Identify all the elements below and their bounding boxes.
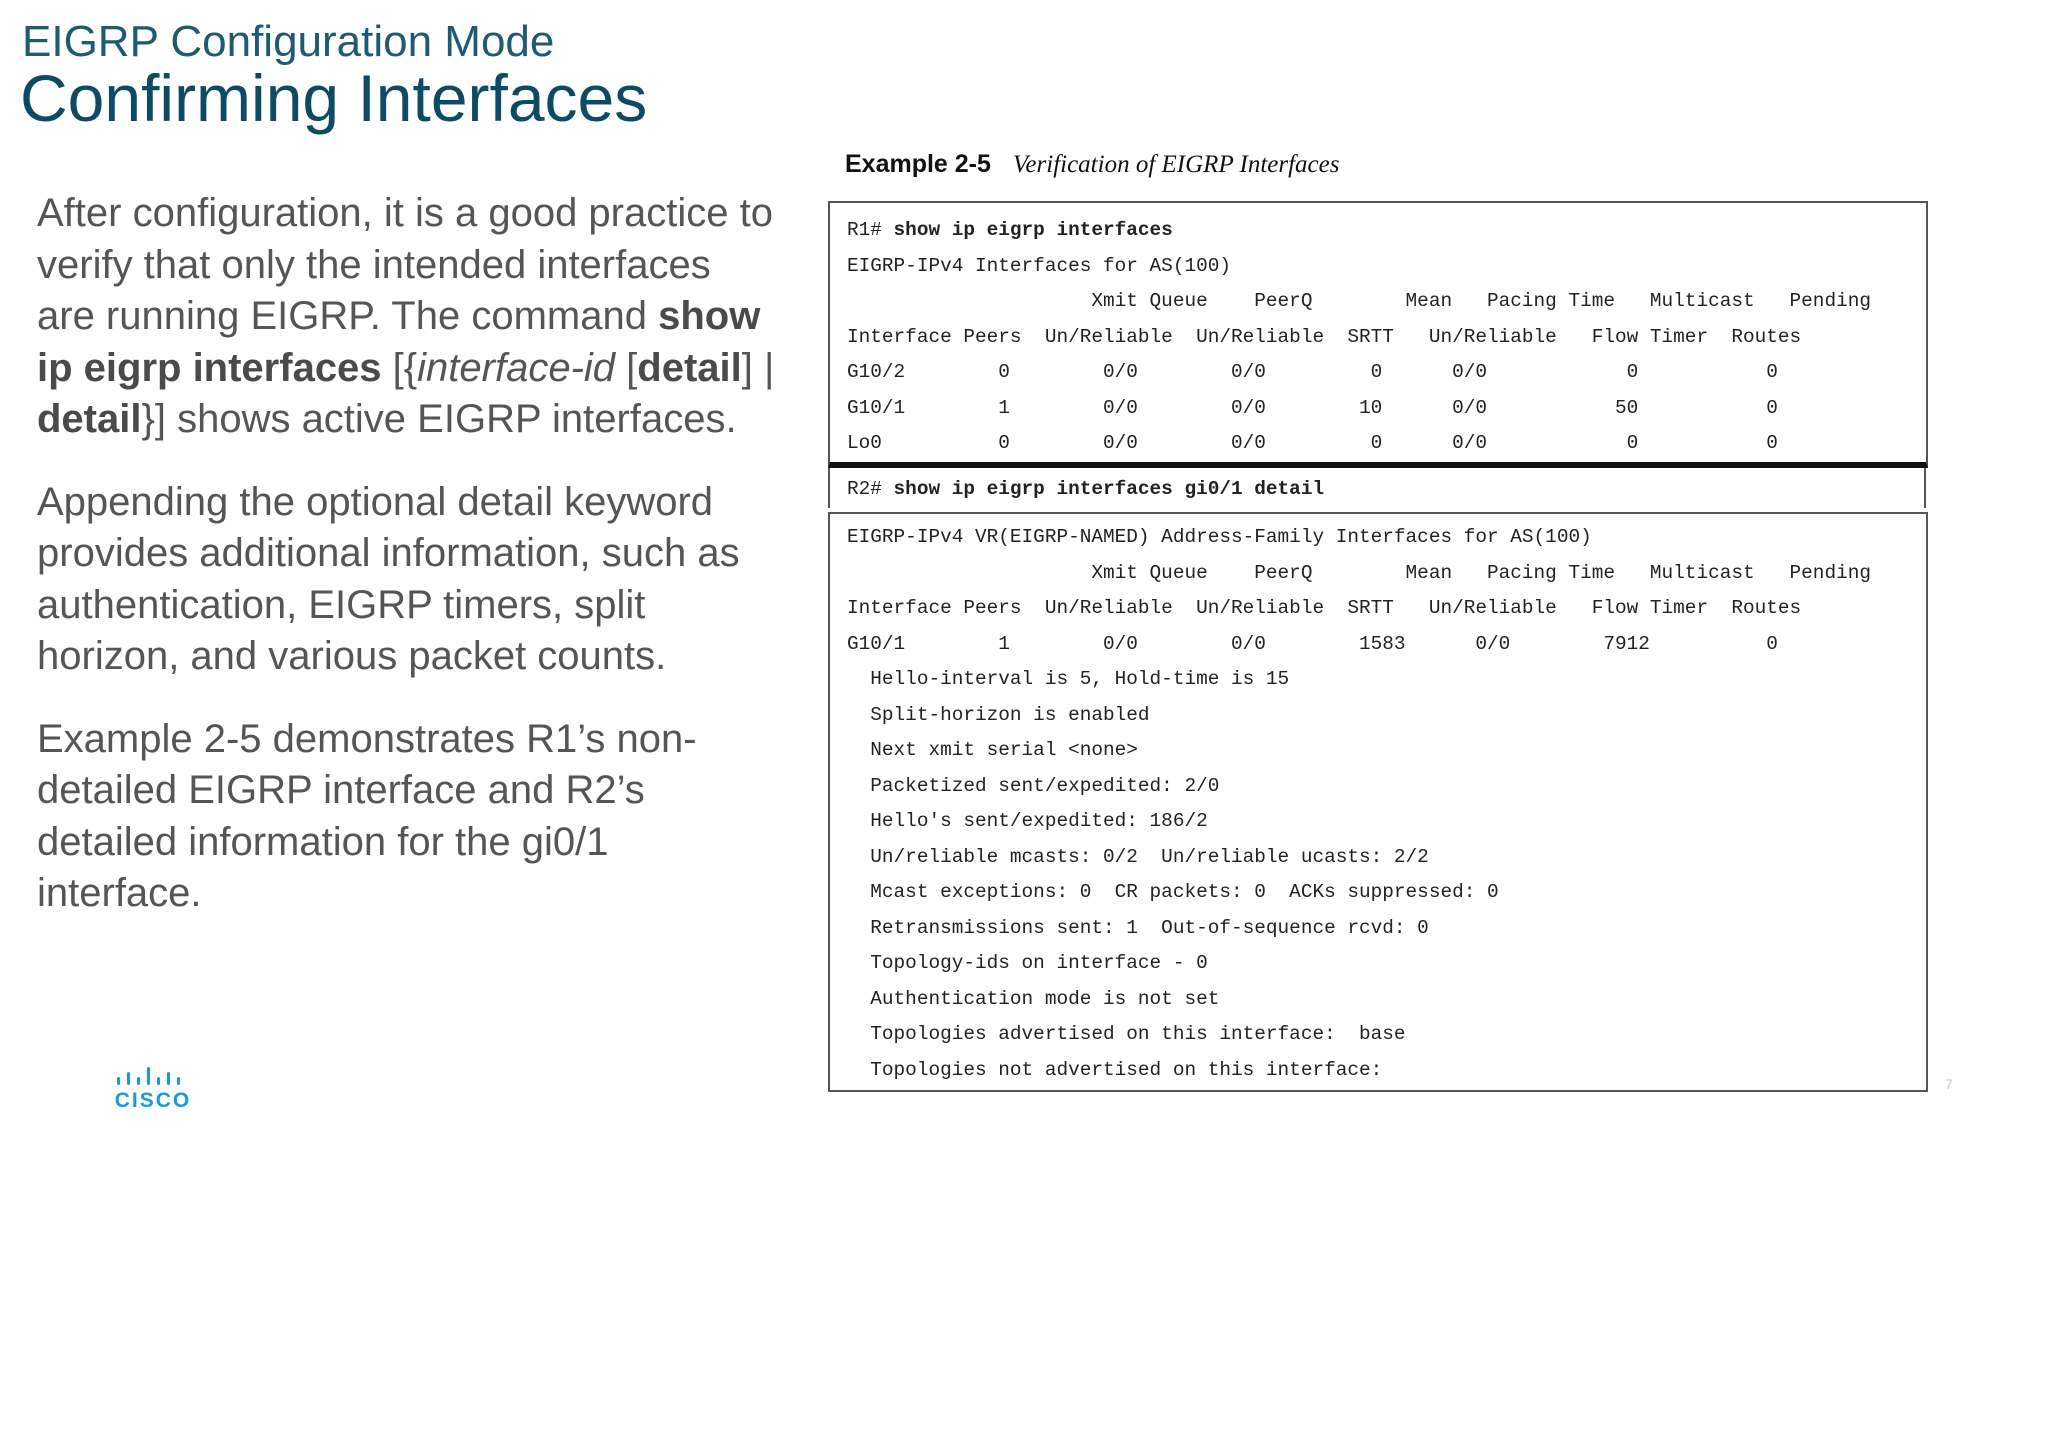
intro-text: After configuration, it is a good practice to verify that only the intended interfaces are running EIGRP. The command [37,191,773,338]
cli-line: Hello-interval is 5, Hold-time is 15 [847,668,1290,690]
cli-line: Authentication mode is not set [847,987,1220,1010]
cli-command-r2 [828,468,1926,508]
syntax-bracket: [{ [381,345,418,390]
cli-line: Topology-ids on interface - 0 [847,952,1208,974]
syntax-argument: interface-id [417,345,616,390]
paragraph-example: Example 2-5 demonstrates R1’s non-detailed EIGRP interface and R2’s detailed information for the gi0/1 interface. [37,716,697,915]
cisco-wordmark: CISCO [114,1089,192,1112]
page-number: 7 [1945,1076,1953,1092]
cli-line: Hello's sent/expedited: 186/2 [847,810,1208,832]
cli-line: G10/1 1 0/0 0/0 1583 0/0 7912 0 [847,632,1778,655]
cli-line: Un/reliable mcasts: 0/2 Un/reliable ucasts: 2/2 [847,845,1429,868]
cli-line: Mcast exceptions: 0 CR packets: 0 ACKs suppressed: 0 [847,881,1499,903]
example-label: Example 2-5 [845,150,991,178]
cli-line: EIGRP-IPv4 Interfaces for AS(100) [847,254,1231,277]
cli-line: Next xmit serial <none> [847,739,1138,761]
paragraph-detail: Appending the optional detail keyword provides additional information, such as authentication, EIGRP timers, split horizon, and various packet counts. [37,479,740,678]
cisco-logo [113,1066,193,1110]
example-caption [845,150,1339,179]
cli-line: Packetized sent/expedited: 2/0 [847,774,1220,797]
cli-line: Split-horizon is enabled [847,703,1150,726]
cisco-bars-icon [113,1066,193,1088]
cli-prompt: R1# [847,219,894,241]
cli-line: Retransmissions sent: 1 Out-of-sequence rcvd: 0 [847,916,1429,939]
cli-line: Xmit Queue PeerQ Mean Pacing Time Multicast Pending [847,290,1871,312]
cli-output-r1 [828,201,1928,468]
body-text [37,188,777,951]
slide-title: Confirming Interfaces [20,61,648,135]
cli-line: Interface Peers Un/Reliable Un/Reliable SRTT Un/Reliable Flow Timer Routes [847,325,1802,348]
example-title: Verification of EIGRP Interfaces [1012,151,1340,178]
cli-command: show ip eigrp interfaces gi0/1 detail [893,478,1325,500]
cli-prompt: R2# [847,478,894,500]
command-keyword: show ip eigrp interfaces [37,294,761,390]
syntax-bracket: ] | [741,345,775,390]
slide-subtitle: EIGRP Configuration Mode [22,17,555,66]
cli-line: Lo0 0 0/0 0/0 0 0/0 0 0 [847,432,1778,454]
cli-line: G10/1 1 0/0 0/0 10 0/0 50 0 [847,396,1778,419]
cli-line: Topologies advertised on this interface: base [847,1023,1406,1045]
cli-output-r2 [828,512,1928,1092]
detail-keyword: detail [37,397,142,441]
cli-line: G10/2 0 0/0 0/0 0 0/0 0 0 [847,361,1778,383]
cli-line: Topologies not advertised on this interface: [847,1058,1383,1081]
cli-command-line [847,472,1324,508]
intro-text-end: }] shows active EIGRP interfaces. [141,397,737,441]
cli-command: show ip eigrp interfaces [893,219,1173,241]
cli-line: Xmit Queue PeerQ Mean Pacing Time Multicast Pending [847,561,1871,584]
detail-keyword: detail [637,345,742,390]
syntax-bracket: [ [615,345,638,390]
cli-line: Interface Peers Un/Reliable Un/Reliable SRTT Un/Reliable Flow Timer Routes [847,597,1802,619]
cli-command-line [847,213,1173,249]
paragraph-command-intro [37,188,777,446]
cli-line: EIGRP-IPv4 VR(EIGRP-NAMED) Address-Family Interfaces for AS(100) [847,526,1592,548]
